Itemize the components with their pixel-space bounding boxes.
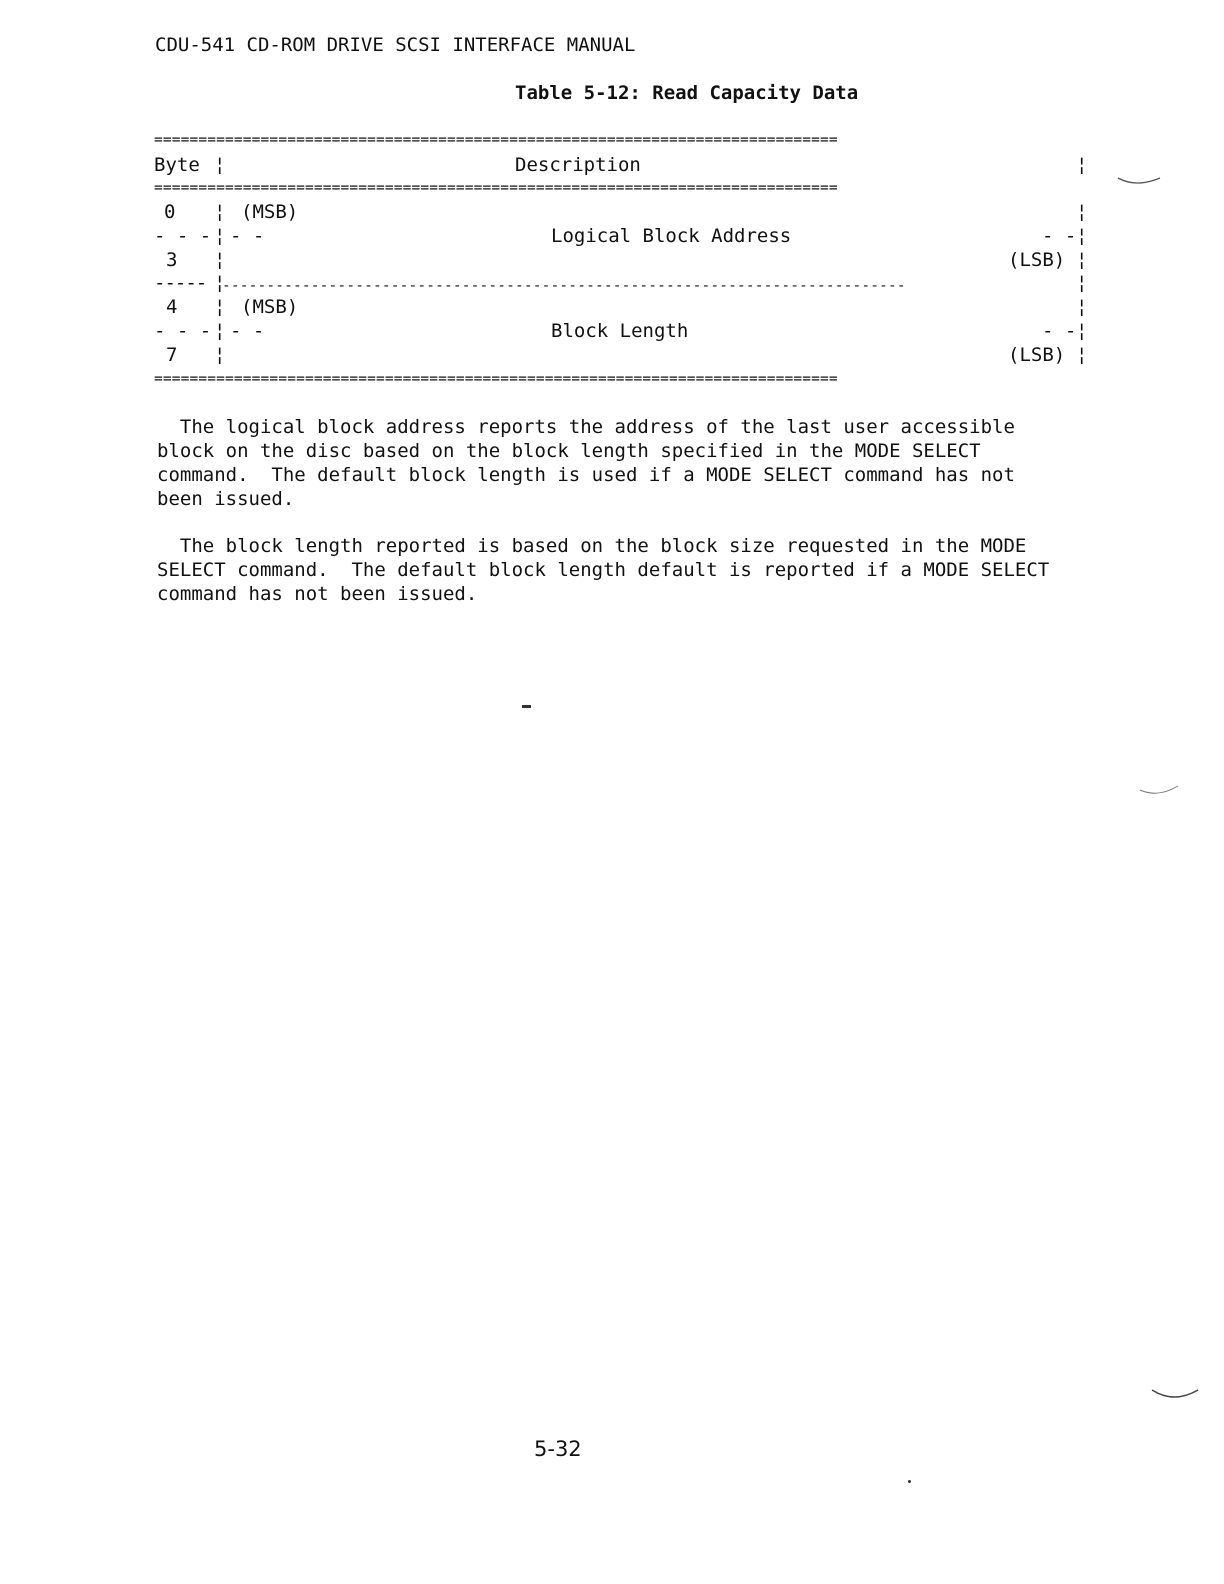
right-border: ¦ xyxy=(1076,154,1088,176)
table-title: Table 5-12: Read Capacity Data xyxy=(515,82,859,104)
right-border: ¦ xyxy=(1076,344,1088,366)
right-border: ¦ xyxy=(1076,296,1088,318)
column-separator: ¦ xyxy=(214,154,226,176)
column-separator: ¦ xyxy=(214,249,226,271)
column-separator: ¦ xyxy=(214,272,226,294)
running-header: CDU-541 CD-ROM DRIVE SCSI INTERFACE MANUAL xyxy=(155,34,636,56)
column-header-byte: Byte xyxy=(154,154,200,176)
column-separator: ¦ xyxy=(214,296,226,318)
table-single-rule: ----------------------------------------------------------------------------- xyxy=(222,279,906,293)
row-divider-byte: ----- xyxy=(154,272,207,294)
column-separator: ¦ xyxy=(214,225,226,247)
byte-end: 7 xyxy=(166,344,178,366)
lsb-label: (LSB) xyxy=(1008,249,1066,271)
msb-label: (MSB) xyxy=(241,201,299,223)
column-header-description: Description xyxy=(515,154,641,176)
byte-dash: - - - xyxy=(154,320,212,342)
byte-dash: - - - xyxy=(154,225,212,247)
page-number: 5-32 xyxy=(534,1437,582,1461)
field-name: Block Length xyxy=(551,320,689,342)
msb-label: (MSB) xyxy=(241,296,299,318)
column-separator: ¦ xyxy=(214,320,226,342)
table-double-rule-top: ============================================================================= xyxy=(154,133,838,147)
byte-start: 0 xyxy=(164,201,176,223)
byte-end: 3 xyxy=(166,249,178,271)
right-border: ¦ xyxy=(1076,201,1088,223)
column-separator: ¦ xyxy=(214,344,226,366)
scan-speck xyxy=(908,1480,911,1483)
scan-mark xyxy=(522,705,531,708)
table-double-rule-header: ============================================================================= xyxy=(154,181,838,195)
right-border: ¦ xyxy=(1076,225,1088,247)
field-dash-right: - - xyxy=(1042,320,1077,342)
right-border: ¦ xyxy=(1076,272,1088,294)
field-dash-right: - - xyxy=(1042,225,1077,247)
paragraph-block-length: The block length reported is based on the block size requested in the MODE SELECT command. The default block length default is reported if a MODE SELECT command has not been issued. xyxy=(157,535,1050,605)
right-border: ¦ xyxy=(1076,249,1088,271)
paragraph-logical-block-address: The logical block address reports the address of the last user accessible block on the disc based on the block length specified in the MODE SELECT command. The default block length is used if a MODE SELECT command has not been issued. xyxy=(157,416,1015,510)
byte-start: 4 xyxy=(166,296,178,318)
field-name: Logical Block Address xyxy=(551,225,792,247)
field-dash-left: - - xyxy=(230,225,265,247)
column-separator: ¦ xyxy=(214,201,226,223)
lsb-label: (LSB) xyxy=(1008,344,1066,366)
table-double-rule-bottom: ============================================================================= xyxy=(154,372,838,386)
field-dash-left: - - xyxy=(230,320,265,342)
right-border: ¦ xyxy=(1076,320,1088,342)
